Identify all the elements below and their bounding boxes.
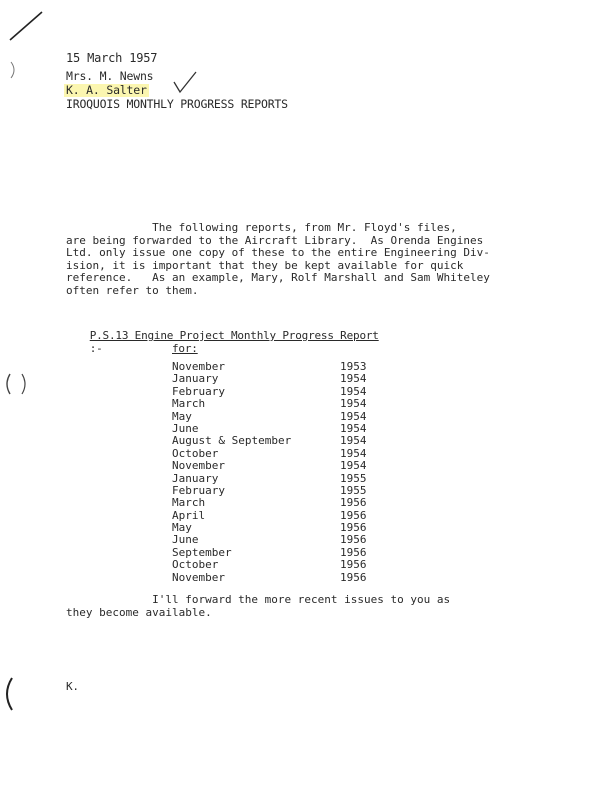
list-item [172, 533, 372, 545]
pen-stroke-mark [6, 8, 46, 44]
list-item [172, 496, 372, 508]
body-line: Ltd. only issue one copy of these to the entire Engineering Div- [66, 246, 490, 260]
report-year: 1956 [340, 533, 367, 547]
report-year: 1956 [340, 558, 367, 572]
memo-body [66, 221, 490, 298]
body-line: often refer to them. [66, 283, 199, 297]
list-item [172, 397, 372, 409]
report-year: 1956 [340, 508, 367, 522]
list-item [172, 521, 372, 533]
binder-hole-mark [2, 372, 32, 396]
report-year: 1956 [340, 496, 367, 510]
list-item [172, 472, 372, 484]
report-month: November [172, 459, 225, 473]
list-item [172, 484, 372, 496]
report-year: 1956 [340, 521, 367, 535]
report-month: February [172, 384, 225, 398]
report-month: October [172, 558, 219, 572]
report-month: March [172, 397, 206, 411]
report-heading-suffix: :- [89, 342, 103, 355]
memo-sender: K. A. Salter [66, 83, 147, 97]
report-year: 1954 [340, 397, 367, 411]
report-year: 1954 [340, 446, 367, 460]
report-month: March [172, 496, 206, 510]
report-month: May [172, 521, 192, 535]
memo-date: 15 March 1957 [66, 51, 158, 65]
list-item [172, 434, 372, 446]
list-item [172, 372, 372, 384]
closing-line: I'll forward the more recent issues to you as [66, 593, 451, 606]
list-item [172, 360, 372, 372]
body-line: ision, it is important that they be kept available for quick [66, 258, 464, 272]
body-line: reference. As an example, Mary, Rolf Marshall and Sam Whiteley [66, 271, 490, 285]
list-item [172, 546, 372, 558]
closing-paragraph [66, 594, 466, 619]
body-line: are being forwarded to the Aircraft Library. As Orenda Engines [66, 233, 484, 247]
for-label: for: [172, 342, 198, 355]
binder-hole-mark [0, 676, 16, 712]
report-month: June [172, 533, 199, 547]
body-line: The following reports, from Mr. Floyd's files, [66, 221, 457, 234]
report-month: May [172, 409, 192, 423]
report-year: 1956 [340, 570, 367, 584]
list-item [172, 558, 372, 570]
list-item [172, 571, 372, 583]
signature-initial: K. [66, 680, 79, 693]
report-year: 1953 [340, 360, 367, 373]
report-month: February [172, 483, 225, 497]
report-list [172, 360, 372, 583]
report-year: 1954 [340, 459, 367, 473]
report-month: October [172, 446, 219, 460]
report-month: August & September [172, 434, 292, 448]
report-year: 1954 [340, 434, 367, 448]
list-item [172, 459, 372, 471]
report-year: 1956 [340, 545, 367, 559]
list-item [172, 422, 372, 434]
report-month: January [172, 471, 219, 485]
report-month: April [172, 508, 206, 522]
list-item [172, 509, 372, 521]
list-item [172, 447, 372, 459]
report-month: June [172, 421, 199, 435]
report-year: 1954 [340, 409, 367, 423]
report-year: 1954 [340, 384, 367, 398]
list-item [172, 410, 372, 422]
report-year: 1955 [340, 471, 367, 485]
binder-hole-mark [8, 60, 20, 80]
check-mark [170, 70, 200, 96]
closing-line: they become available. [66, 605, 212, 619]
report-month: January [172, 372, 219, 386]
report-year: 1955 [340, 483, 367, 497]
memo-subject: IROQUOIS MONTHLY PROGRESS REPORTS [66, 97, 288, 111]
report-month: November [172, 360, 225, 373]
report-month: September [172, 545, 232, 559]
list-item [172, 385, 372, 397]
report-month: November [172, 570, 225, 584]
report-year: 1954 [340, 421, 367, 435]
report-year: 1954 [340, 372, 367, 386]
memo-recipient: Mrs. M. Newns [66, 69, 154, 83]
report-heading-text: P.S.13 Engine Project Monthly Progress Report [89, 329, 379, 342]
